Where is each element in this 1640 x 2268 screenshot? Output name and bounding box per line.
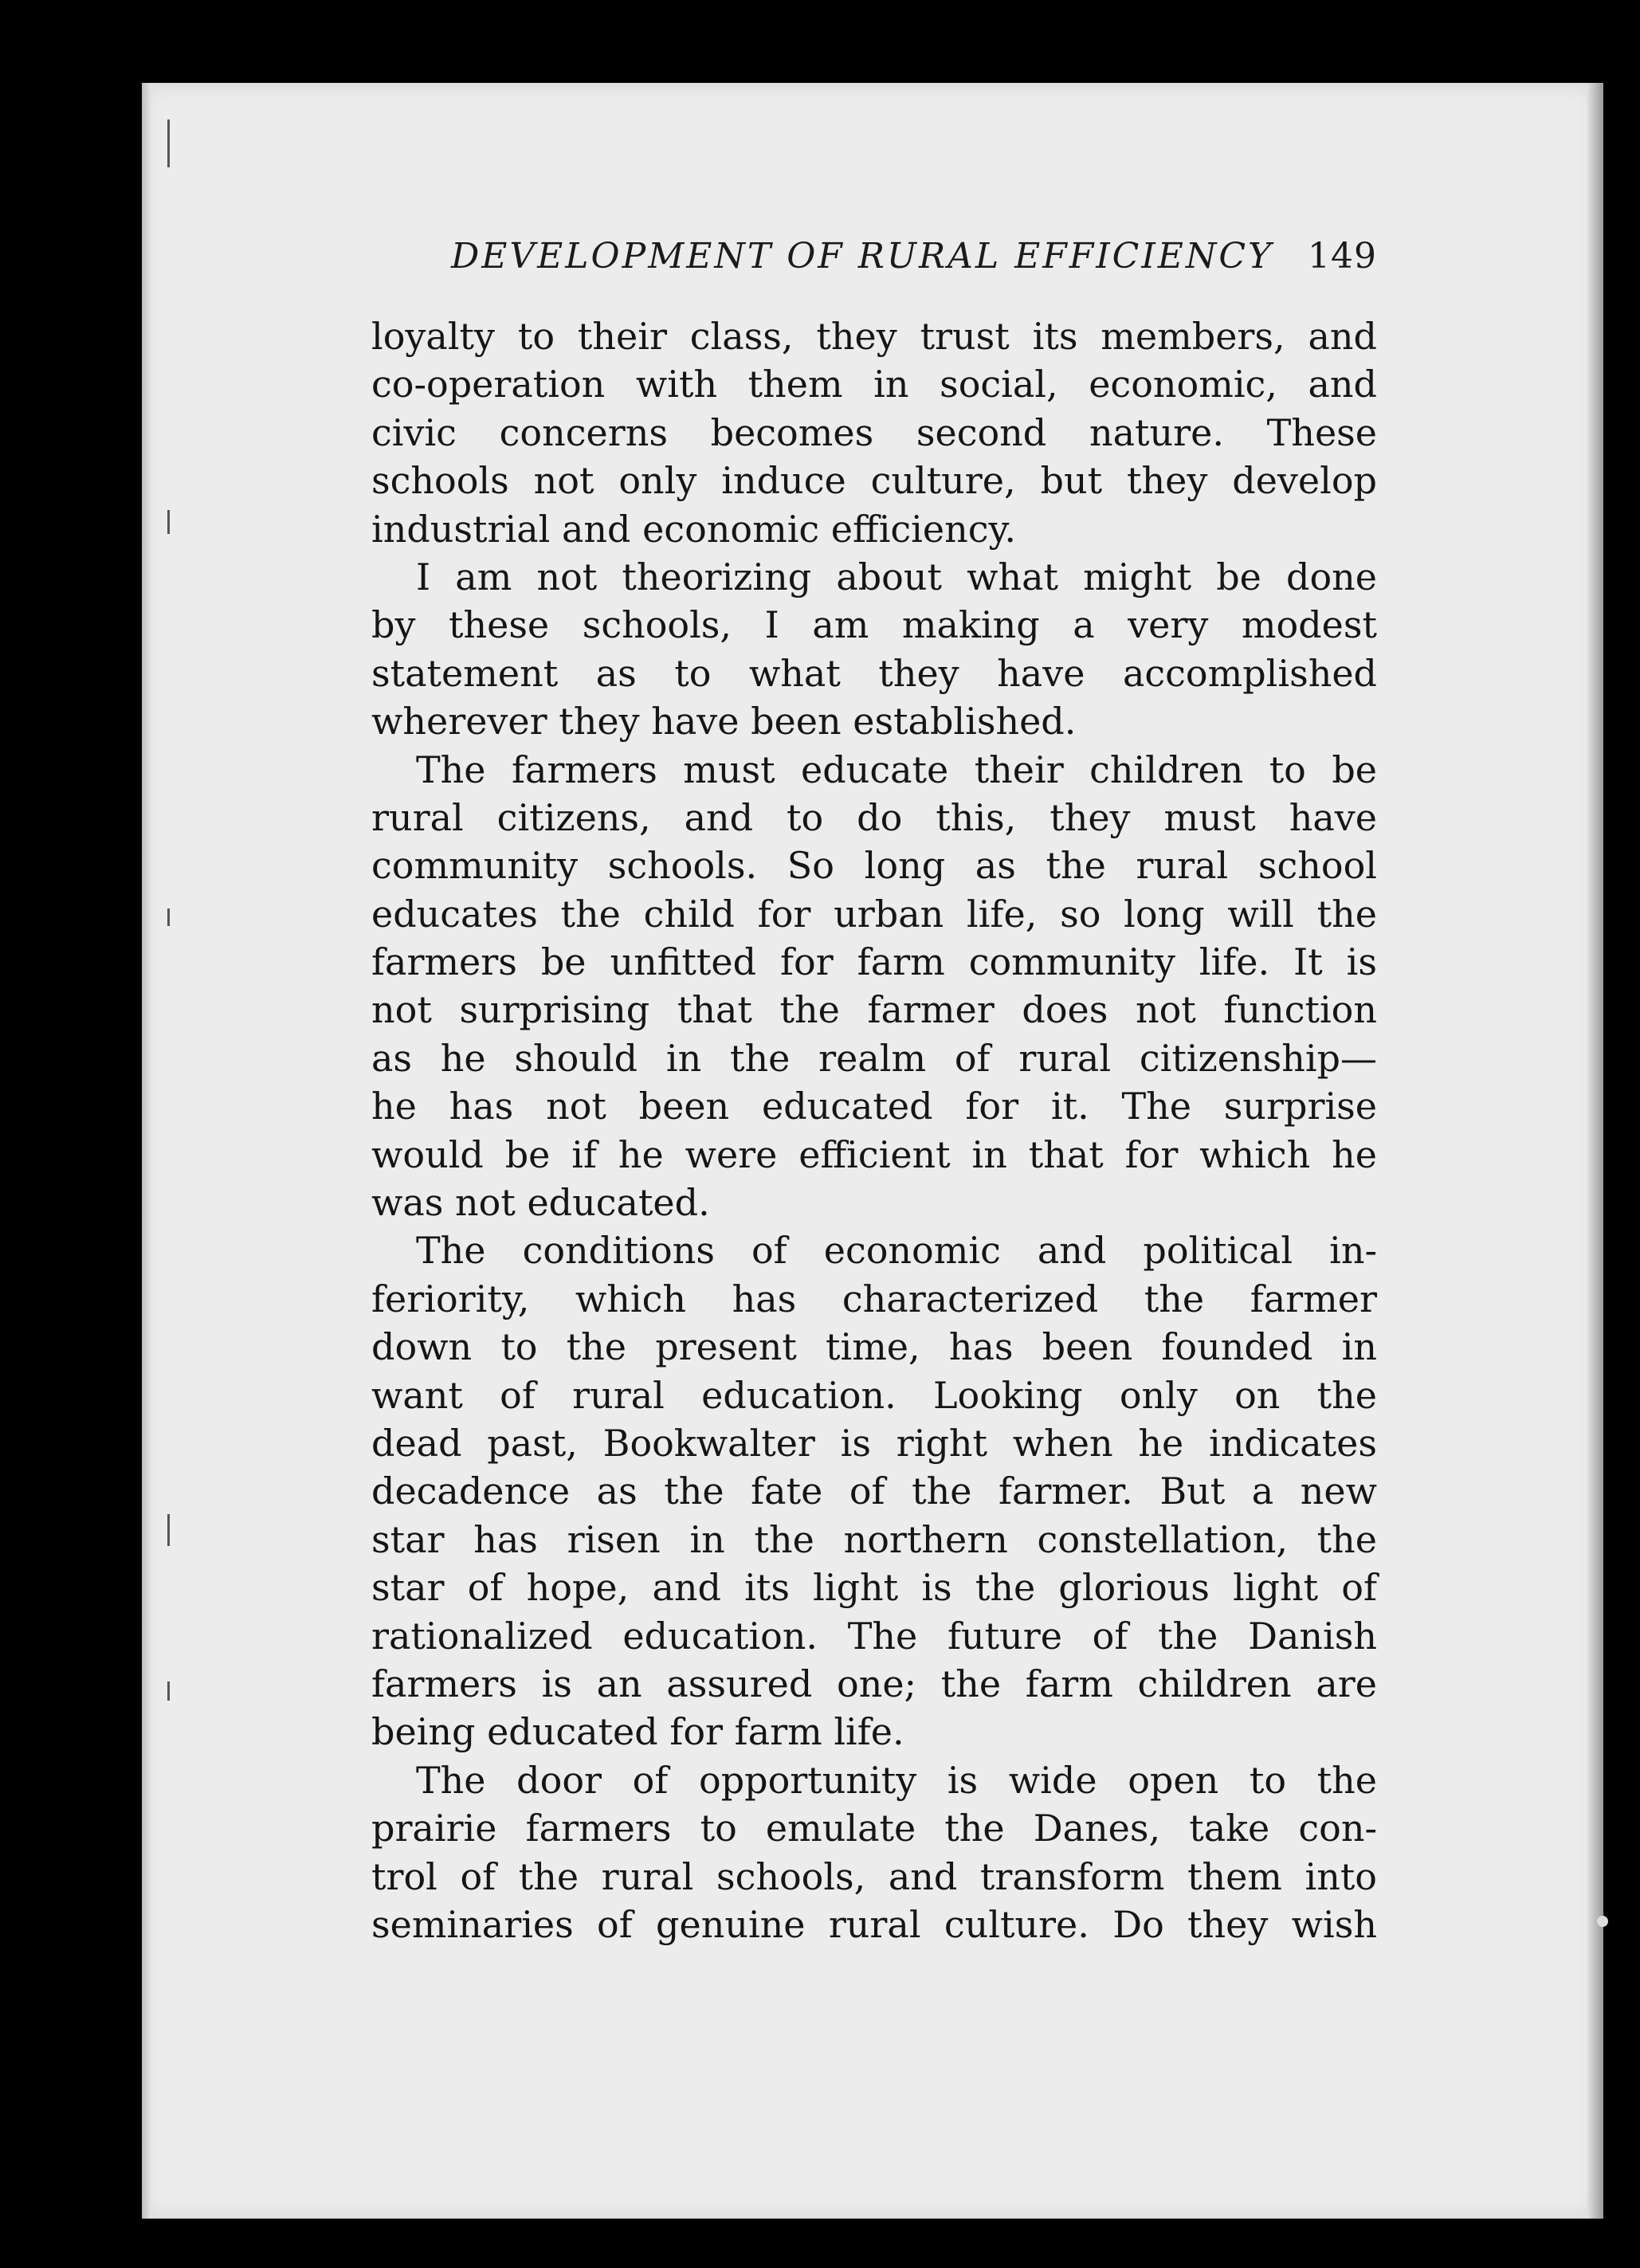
- text-line: by these schools, I am making a very modest: [371, 603, 1377, 647]
- binding-mark: [167, 1514, 170, 1546]
- text-line: educates the child for urban life, so long will the: [371, 892, 1377, 936]
- body-text: [371, 312, 1377, 1948]
- text-line: farmers is an assured one; the farm children are: [371, 1662, 1377, 1705]
- text-line: trol of the rural schools, and transform them into: [371, 1854, 1377, 1898]
- text-line: was not educated.: [371, 1181, 710, 1225]
- text-line: I am not theorizing about what might be done: [416, 555, 1377, 598]
- text-line: as he should in the realm of rural citizenship—: [371, 1036, 1377, 1080]
- text-line: star of hope, and its light is the glorious light of: [371, 1566, 1377, 1610]
- text-line: he has not been educated for it. The surprise: [371, 1085, 1377, 1128]
- text-line: being educated for farm life.: [371, 1710, 904, 1754]
- binding-mark: [167, 120, 170, 167]
- text-line: rural citizens, and to do this, they must have: [371, 795, 1377, 839]
- previous-page-edge: [142, 83, 151, 2219]
- binding-mark: [167, 1681, 170, 1701]
- text-line: The farmers must educate their children to be: [416, 747, 1377, 791]
- text-line: prairie farmers to emulate the Danes, take con-: [371, 1807, 1377, 1850]
- text-line: down to the present time, has been founded in: [371, 1325, 1377, 1369]
- text-line: farmers be unfitted for farm community life. It is: [371, 940, 1377, 984]
- text-line: wherever they have been established.: [371, 700, 1077, 744]
- text-line: industrial and economic efficiency.: [371, 507, 1016, 551]
- text-line: The door of opportunity is wide open to the: [416, 1758, 1377, 1802]
- text-line: not surprising that the farmer does not function: [371, 988, 1377, 1032]
- page-right-edge: [1587, 83, 1603, 2219]
- text-line: star has risen in the northern constellation, the: [371, 1517, 1377, 1561]
- text-line: community schools. So long as the rural school: [371, 844, 1377, 888]
- text-line: co-operation with them in social, economic, and: [371, 363, 1377, 406]
- text-line: rationalized education. The future of the Danish: [371, 1614, 1377, 1658]
- text-line: civic concerns becomes second nature. These: [371, 410, 1377, 454]
- text-line: The conditions of economic and political in-: [416, 1229, 1377, 1273]
- text-line: feriority, which has characterized the farmer: [371, 1277, 1377, 1320]
- text-line: would be if he were efficient in that for which he: [371, 1132, 1377, 1176]
- binding-mark: [167, 510, 170, 534]
- text-line: loyalty to their class, they trust its members, and: [371, 315, 1377, 358]
- running-head: [451, 236, 1377, 287]
- text-line: dead past, Bookwalter is right when he indicates: [371, 1421, 1377, 1465]
- text-line: statement as to what they have accomplished: [371, 651, 1377, 695]
- page-edge-mark: [1597, 1916, 1608, 1927]
- text-line: decadence as the fate of the farmer. But a new: [371, 1469, 1377, 1513]
- text-line: schools not only induce culture, but they develop: [371, 459, 1377, 503]
- binding-mark: [167, 908, 170, 926]
- text-line: seminaries of genuine rural culture. Do they wish: [371, 1902, 1377, 1946]
- page-number: 149: [1308, 236, 1377, 277]
- running-head-title: DEVELOPMENT OF RURAL EFFICIENCY: [451, 236, 1274, 277]
- text-line: want of rural education. Looking only on the: [371, 1373, 1377, 1417]
